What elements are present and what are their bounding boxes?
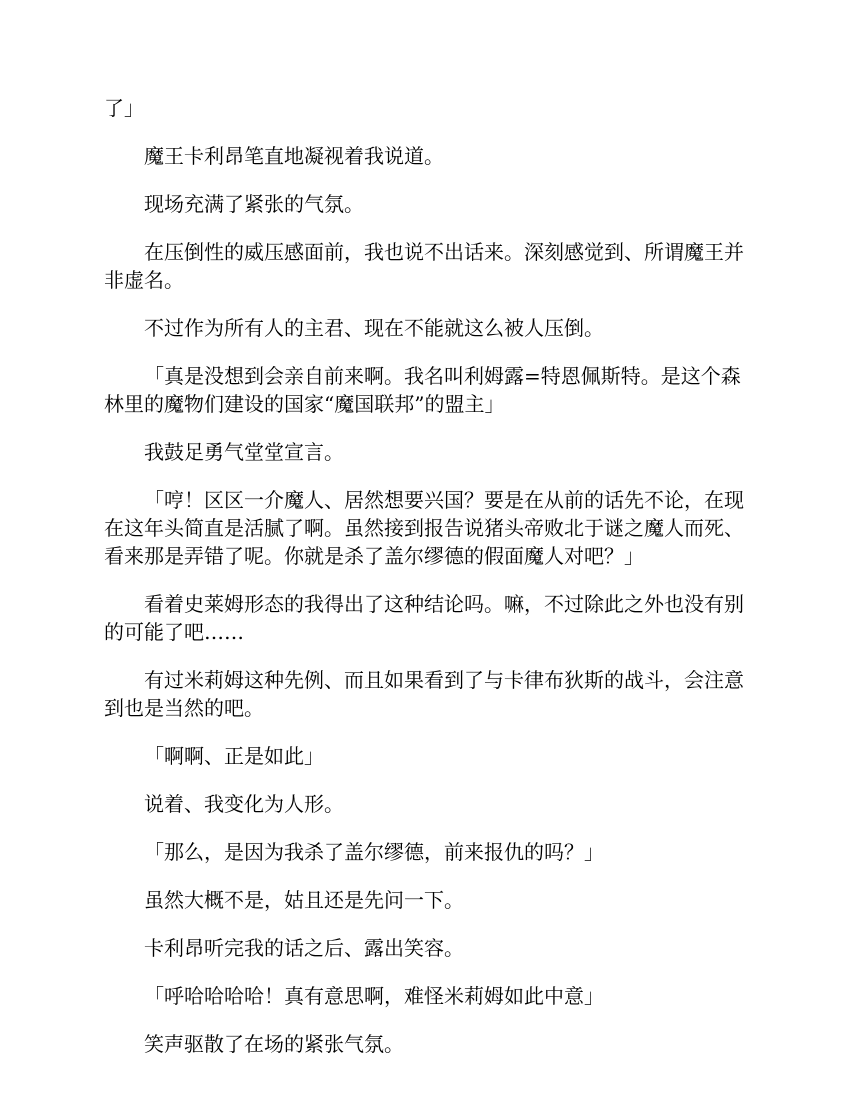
text-body bbox=[104, 94, 749, 1078]
paragraph: 说着、我变化为人形。 bbox=[144, 792, 344, 816]
paragraph: 我鼓足勇气堂堂宣言。 bbox=[144, 440, 344, 464]
paragraph: 在压倒性的威压感面前，我也说不出话来。深刻感觉到、所谓魔王并非虚名。 bbox=[104, 240, 744, 292]
paragraph: 「真是没想到会亲自前来啊。我名叫利姆露=特恩佩斯特。是这个森林里的魔物们建设的国家“魔国联邦”的盟主」 bbox=[104, 364, 741, 416]
paragraph: 有过米莉姆这种先例、而且如果看到了与卡律布狄斯的战斗，会注意到也是当然的吧。 bbox=[104, 668, 744, 720]
paragraph: 现场充满了紧张的气氛。 bbox=[144, 192, 364, 216]
paragraph: 「哼！区区一介魔人、居然想要兴国？要是在从前的话先不论，在现在这年头简直是活腻了啊。虽然接到报告说猪头帝败北于谜之魔人而死、看来那是弄错了呢。你就是杀了盖尔缪德的假面魔人对吧？」 bbox=[104, 488, 744, 568]
paragraph: 「啊啊、正是如此」 bbox=[144, 744, 324, 768]
paragraph: 看着史莱姆形态的我得出了这种结论吗。嘛，不过除此之外也没有别的可能了吧…… bbox=[104, 592, 744, 644]
paragraph: 了」 bbox=[104, 96, 144, 120]
paragraph: 卡利昂听完我的话之后、露出笑容。 bbox=[144, 936, 464, 960]
paragraph: 笑声驱散了在场的紧张气氛。 bbox=[144, 1032, 404, 1056]
paragraph: 魔王卡利昂笔直地凝视着我说道。 bbox=[144, 144, 444, 168]
paragraph: 不过作为所有人的主君、现在不能就这么被人压倒。 bbox=[144, 316, 604, 340]
paragraph: 「那么，是因为我杀了盖尔缪德，前来报仇的吗？」 bbox=[144, 840, 604, 864]
paragraph: 虽然大概不是，姑且还是先问一下。 bbox=[144, 888, 464, 912]
paragraph: 「呼哈哈哈哈！真有意思啊，难怪米莉姆如此中意」 bbox=[144, 984, 604, 1008]
